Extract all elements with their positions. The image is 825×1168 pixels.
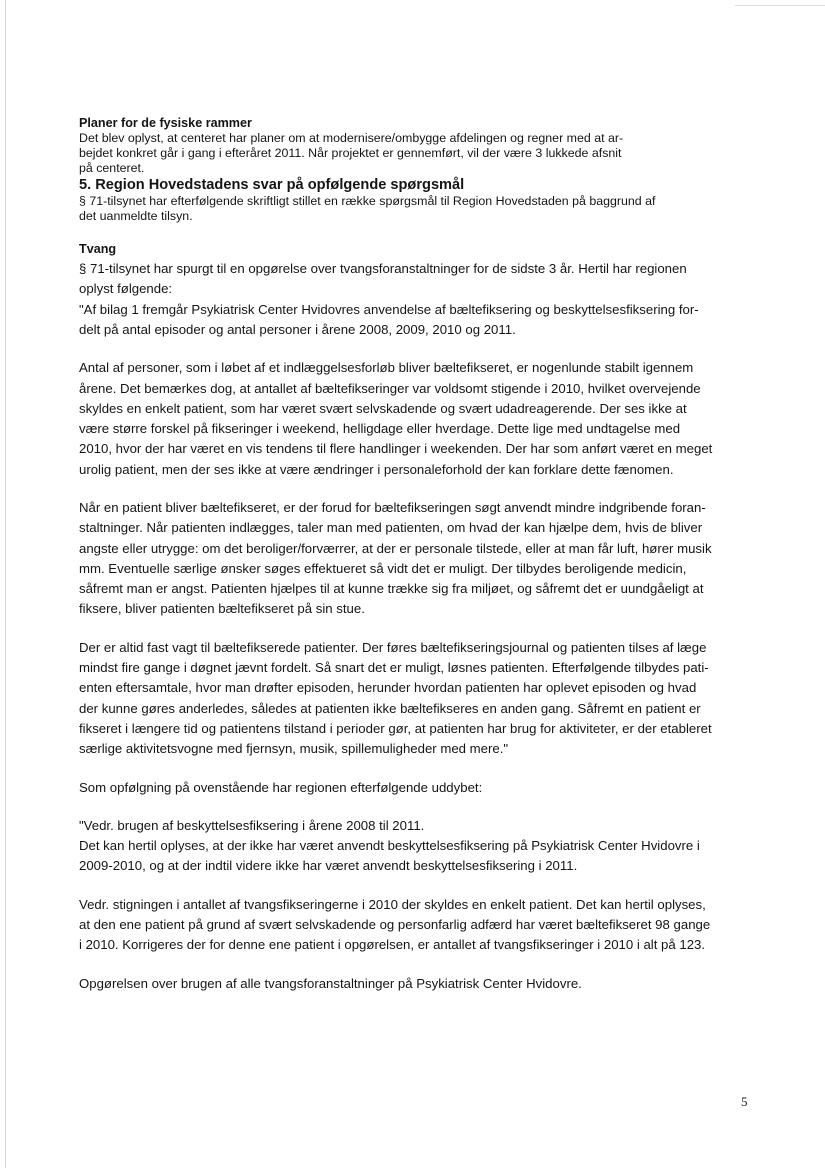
paragraph-6: [79, 895, 751, 956]
text-line: fiksere, bliver patienten bæltefikseret på sin stue.: [79, 601, 365, 617]
text-line: 2009-2010, og at der indtil videre ikke har været anvendt beskyttelsesfiksering i 2011.: [79, 858, 578, 874]
text-line: Der er altid fast vagt til bæltefikserede patienter. Der føres bæltefikseringsjournal og patienten tilses af læge: [79, 639, 707, 655]
paragraph-7: [79, 974, 751, 994]
text-line: der kunne gøres anderledes, således at patienten ikke bæltefikseres en anden gang. Såfremt en patient er: [79, 700, 701, 716]
text-line: bejdet konkret går i gang i efteråret 2011. Når projektet er gennemført, vil der være 3 lukkede afsnit: [79, 146, 622, 161]
text-line: Det blev oplyst, at centeret har planer om at modernisere/ombygge afdelingen og regner med at ar-: [79, 131, 624, 145]
paragraph-intro: [79, 259, 751, 340]
heading-tvang: Tvang: [79, 242, 117, 257]
text-line: såfremt man er angst. Patienten hjælpes til at kunne trække sig fra miljøet, og såfremt det er uundgåeligt at: [79, 581, 704, 597]
section-region: [79, 177, 751, 224]
text-line: angste eller utrygge: om det beroliger/forværrer, at der er personale tilstede, eller at man får luft, hører musik: [79, 540, 712, 556]
text-line: "Af bilag 1 fremgår Psykiatrisk Center Hvidovres anvendelse af bæltefiksering og beskyttelsesfiksering for-: [79, 301, 699, 317]
text-line: være større forskel på fikseringer i weekend, helligdage eller hverdage. Dette lige med undtagelse med: [79, 421, 681, 437]
text-line: Antal af personer, som i løbet af et indlæggelsesforløb bliver bæltefikseret, er nogenlunde stabilt igennem: [79, 360, 694, 376]
text-line: 2010, hvor der har været en vis tendens til flere handlinger i weekenden. Der har som anført været en meget: [79, 441, 713, 457]
text-line: årene. Det bemærkes dog, at antallet af bæltefikseringer var voldsomt stigende i 2010, hvilket overvejende: [79, 380, 701, 396]
text-line: "Vedr. brugen af beskyttelsesfiksering i årene 2008 til 2011.: [79, 817, 425, 833]
scan-border-top: [735, 5, 825, 6]
text-line: mindst fire gange i døgnet jævnt fordelt. Så snart det er muligt, løsnes patienten. Efterfølgende tilbydes pati-: [79, 660, 709, 676]
text-line: delt på antal episoder og antal personer i årene 2008, 2009, 2010 og 2011.: [79, 321, 516, 337]
text-line: mm. Eventuelle særlige ønsker søges effektueret så vidt det er muligt. Der tilbydes beroligende medicin,: [79, 560, 687, 576]
paragraph-5: [79, 816, 751, 877]
paragraph-1: [79, 358, 751, 480]
paragraph-2: [79, 498, 751, 620]
text-line: fikseret i længere tid og patientens tilstand i perioder gør, at patienten har brug for aktiviteter, er der etableret: [79, 720, 712, 736]
text-line: særlige aktivitetsvogne med fjernsyn, musik, spillemuligheder med mere.": [79, 741, 509, 757]
text-line: på centeret.: [79, 161, 145, 176]
text-line: Opgørelsen over brugen af alle tvangsforanstaltninger på Psykiatrisk Center Hvidovre.: [79, 975, 582, 991]
text-line: § 71-tilsynet har efterfølgende skriftligt stillet en række spørgsmål til Region Hovedstaden på baggrund af: [79, 193, 656, 208]
text-line: i 2010. Korrigeres der for denne ene patient i opgørelsen, er antallet af tvangsfikseringer i 2010 i alt på 123.: [79, 937, 706, 953]
text-line: § 71-tilsynet har spurgt til en opgørelse over tvangsforanstaltninger for de sidste 3 år. Hertil har regionen: [79, 261, 687, 277]
document-body: [79, 115, 751, 994]
page-number: 5: [741, 1094, 748, 1109]
paragraph-4: [79, 778, 751, 798]
heading-region: 5. Region Hovedstadens svar på opfølgende spørgsmål: [79, 176, 465, 193]
text-line: urolig patient, men der ses ikke at være ændringer i personaleforhold der kan forklare dette fænomen.: [79, 461, 674, 477]
paragraph-3: [79, 638, 751, 760]
text-line: enten eftersamtale, hvor man drøfter episoden, herunder hvordan patienten har oplevet episoden og hvad: [79, 680, 697, 696]
text-line: at den ene patient på grund af svært selvskadende og personfarlig adfærd har været bæltefikseret 98 gange: [79, 917, 711, 933]
text-line: Det kan hertil oplyses, at der ikke har været anvendt beskyttelsesfiksering på Psykiatrisk Center Hvidovre i: [79, 838, 700, 854]
text-line: Vedr. stigningen i antallet af tvangsfikseringerne i 2010 der skyldes en enkelt patient. Det kan hertil oplyses,: [79, 896, 706, 912]
text-line: Når en patient bliver bæltefikseret, er der forud for bæltefikseringen søgt anvendt mindre indgribende foran-: [79, 499, 706, 515]
section-tvang: [79, 241, 751, 994]
text-line: staltninger. Når patienten indlægges, taler man med patienten, om hvad der kan hjælpe dem, hvis de bliver: [79, 520, 703, 536]
scan-border-left: [5, 0, 6, 1168]
text-line: det uanmeldte tilsyn.: [79, 208, 193, 223]
text-line: Som opfølgning på ovenstående har regionen efterfølgende uddybet:: [79, 779, 483, 795]
text-line: skyldes en enkelt patient, som har været svært selvskadende og svært udadreagerende. Der ses ikke at: [79, 400, 687, 416]
heading-planer: Planer for de fysiske rammer: [79, 116, 252, 130]
text-line: oplyst følgende:: [79, 281, 173, 297]
section-planer: [79, 115, 751, 177]
